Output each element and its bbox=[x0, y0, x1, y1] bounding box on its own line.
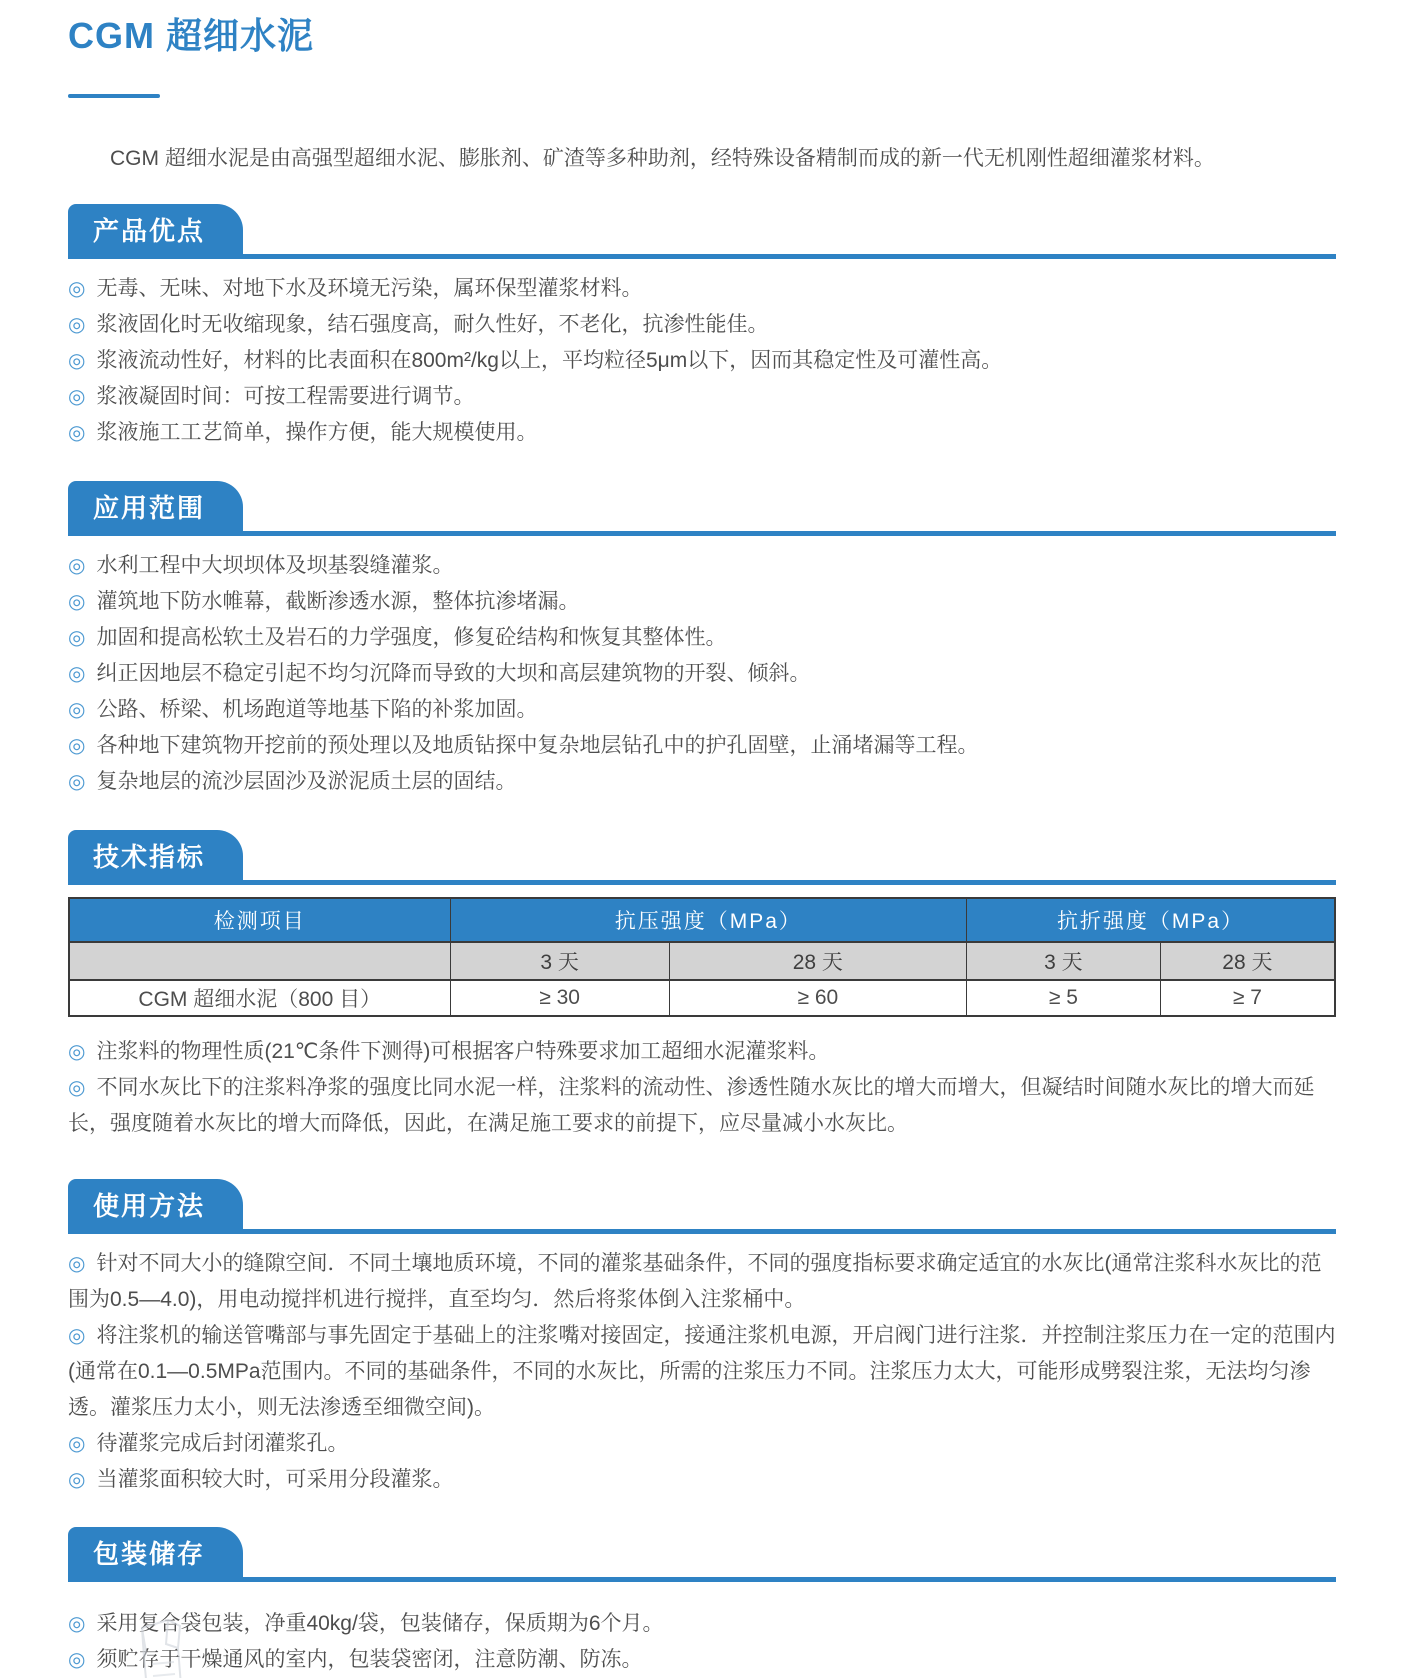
value-cell: ≥ 30 bbox=[450, 980, 669, 1016]
title-underline bbox=[68, 94, 160, 98]
ring-bullet-icon: ◎ bbox=[68, 699, 86, 721]
ring-bullet-icon: ◎ bbox=[68, 591, 86, 613]
spec-table bbox=[68, 897, 1336, 1017]
list-item bbox=[68, 620, 1336, 656]
list-item-text: 注浆料的物理性质(21℃条件下测得)可根据客户特殊要求加工超细水泥灌浆料。 bbox=[96, 1040, 830, 1063]
list-item-text: 公路、桥梁、机场跑道等地基下陷的补浆加固。 bbox=[96, 698, 538, 721]
col-header-item: 检测项目 bbox=[69, 898, 450, 942]
table-header-row bbox=[69, 898, 1335, 942]
section-header-specs bbox=[68, 830, 1336, 885]
section-title-badge: 使用方法 bbox=[68, 1179, 243, 1229]
list-item bbox=[68, 764, 1336, 800]
ring-bullet-icon: ◎ bbox=[68, 627, 86, 649]
section-header-advantages bbox=[68, 204, 1336, 259]
ring-bullet-icon: ◎ bbox=[68, 278, 86, 300]
ring-bullet-icon: ◎ bbox=[68, 1253, 86, 1275]
section-applications bbox=[68, 481, 1336, 800]
advantages-list bbox=[68, 271, 1336, 451]
subheader-cell: 3 天 bbox=[967, 942, 1161, 980]
list-item-text: 灌筑地下防水帷幕，截断渗透水源，整体抗渗堵漏。 bbox=[96, 590, 580, 613]
ring-bullet-icon: ◎ bbox=[68, 1433, 86, 1455]
subheader-cell: 3 天 bbox=[450, 942, 669, 980]
ring-bullet-icon: ◎ bbox=[68, 1649, 86, 1671]
ring-bullet-icon: ◎ bbox=[68, 350, 86, 372]
list-item-text: 针对不同大小的缝隙空间．不同土壤地质环境，不同的灌浆基础条件，不同的强度指标要求确定适宜的水灰比(通常注浆科水灰比的范围为0.5—4.0)，用电动搅拌机进行搅拌，直至均匀．然后将浆体倒入注浆桶中。 bbox=[68, 1252, 1322, 1311]
section-header-usage bbox=[68, 1179, 1336, 1234]
list-item bbox=[68, 307, 1336, 343]
usage-list bbox=[68, 1246, 1336, 1498]
section-title-badge: 技术指标 bbox=[68, 830, 243, 880]
list-item-text: 浆液固化时无收缩现象，结石强度高，耐久性好，不老化，抗渗性能佳。 bbox=[96, 313, 769, 336]
list-item bbox=[68, 1642, 1336, 1678]
list-item-text: 须贮存于干燥通风的室内，包装袋密闭，注意防潮、防冻。 bbox=[96, 1648, 643, 1671]
ring-bullet-icon: ◎ bbox=[68, 663, 86, 685]
value-cell: ≥ 60 bbox=[669, 980, 967, 1016]
list-item bbox=[68, 1318, 1336, 1426]
subheader-empty-cell bbox=[69, 942, 450, 980]
ring-bullet-icon: ◎ bbox=[68, 1613, 86, 1635]
list-item bbox=[68, 584, 1336, 620]
table-row bbox=[69, 980, 1335, 1016]
table-subheader-row bbox=[69, 942, 1335, 980]
list-item-text: 待灌浆完成后封闭灌浆孔。 bbox=[96, 1432, 349, 1455]
product-name-cell: CGM 超细水泥（800 目） bbox=[69, 980, 450, 1016]
list-item bbox=[68, 379, 1336, 415]
subheader-cell: 28 天 bbox=[1160, 942, 1335, 980]
list-item-text: 不同水灰比下的注浆料净浆的强度比同水泥一样，注浆料的流动性、渗透性随水灰比的增大而增大，但凝结时间随水灰比的增大而延长，强度随着水灰比的增大而降低，因此，在满足施工要求的前提下，应尽量减小水灰比。 bbox=[68, 1076, 1315, 1135]
page-title: CGM 超细水泥 bbox=[68, 15, 314, 56]
ring-bullet-icon: ◎ bbox=[68, 1469, 86, 1491]
applications-list bbox=[68, 548, 1336, 800]
list-item bbox=[68, 1034, 1336, 1070]
list-item-text: 当灌浆面积较大时，可采用分段灌浆。 bbox=[96, 1468, 454, 1491]
list-item bbox=[68, 656, 1336, 692]
list-item-text: 纠正因地层不稳定引起不均匀沉降而导致的大坝和高层建筑物的开裂、倾斜。 bbox=[96, 662, 811, 685]
list-item bbox=[68, 343, 1336, 379]
section-title-badge: 包装储存 bbox=[68, 1527, 243, 1577]
ring-bullet-icon: ◎ bbox=[68, 386, 86, 408]
spec-notes-list bbox=[68, 1034, 1336, 1142]
col-header-flexural: 抗折强度（MPa） bbox=[967, 898, 1335, 942]
list-item-text: 采用复合袋包装，净重40kg/袋，包装储存，保质期为6个月。 bbox=[96, 1612, 664, 1635]
intro-paragraph: CGM 超细水泥是由高强型超细水泥、膨胀剂、矿渣等多种助剂，经特殊设备精制而成的新一代无机刚性超细灌浆材料。 bbox=[110, 147, 1215, 170]
list-item bbox=[68, 692, 1336, 728]
storage-list bbox=[68, 1606, 1336, 1678]
ring-bullet-icon: ◎ bbox=[68, 1077, 86, 1099]
list-item bbox=[68, 1606, 1336, 1642]
list-item-text: 浆液凝固时间：可按工程需要进行调节。 bbox=[96, 385, 475, 408]
list-item bbox=[68, 728, 1336, 764]
list-item-text: 复杂地层的流沙层固沙及淤泥质土层的固结。 bbox=[96, 770, 517, 793]
section-storage bbox=[68, 1527, 1336, 1678]
value-cell: ≥ 7 bbox=[1160, 980, 1335, 1016]
section-title-badge: 应用范围 bbox=[68, 481, 243, 531]
list-item bbox=[68, 1462, 1336, 1498]
list-item-text: 加固和提高松软土及岩石的力学强度，修复砼结构和恢复其整体性。 bbox=[96, 626, 727, 649]
ring-bullet-icon: ◎ bbox=[68, 771, 86, 793]
list-item-text: 将注浆机的输送管嘴部与事先固定于基础上的注浆嘴对接固定，接通注浆机电源，开启阀门进行注浆．并控制注浆压力在一定的范围内(通常在0.1—0.5MPa范围内。不同的基础条件，不同的水灰比，所需的注浆压力不同。注浆压力太大，可能形成劈裂注浆，无法均匀渗透。灌浆压力太小，则无法渗透至细微空间)。 bbox=[68, 1324, 1336, 1419]
section-header-storage bbox=[68, 1527, 1336, 1582]
list-item bbox=[68, 1070, 1336, 1142]
ring-bullet-icon: ◎ bbox=[68, 314, 86, 336]
list-item bbox=[68, 415, 1336, 451]
section-advantages bbox=[68, 204, 1336, 451]
section-header-applications bbox=[68, 481, 1336, 536]
subheader-cell: 28 天 bbox=[669, 942, 967, 980]
page-header bbox=[68, 14, 1336, 174]
list-item bbox=[68, 1426, 1336, 1462]
section-specs bbox=[68, 830, 1336, 1142]
list-item-text: 浆液施工工艺简单，操作方便，能大规模使用。 bbox=[96, 421, 538, 444]
col-header-compressive: 抗压强度（MPa） bbox=[450, 898, 967, 942]
list-item-text: 各种地下建筑物开挖前的预处理以及地质钻探中复杂地层钻孔中的护孔固壁，止涌堵漏等工程。 bbox=[96, 734, 979, 757]
section-title-badge: 产品优点 bbox=[68, 204, 243, 254]
section-usage bbox=[68, 1179, 1336, 1498]
list-item bbox=[68, 271, 1336, 307]
list-item-text: 无毒、无味、对地下水及环境无污染，属环保型灌浆材料。 bbox=[96, 277, 643, 300]
ring-bullet-icon: ◎ bbox=[68, 735, 86, 757]
list-item bbox=[68, 1246, 1336, 1318]
value-cell: ≥ 5 bbox=[967, 980, 1161, 1016]
list-item bbox=[68, 548, 1336, 584]
ring-bullet-icon: ◎ bbox=[68, 1041, 86, 1063]
ring-bullet-icon: ◎ bbox=[68, 1325, 86, 1347]
ring-bullet-icon: ◎ bbox=[68, 555, 86, 577]
list-item-text: 水利工程中大坝坝体及坝基裂缝灌浆。 bbox=[96, 554, 454, 577]
list-item-text: 浆液流动性好，材料的比表面积在800m²/kg以上，平均粒径5μm以下，因而其稳定性及可灌性高。 bbox=[96, 349, 1003, 372]
ring-bullet-icon: ◎ bbox=[68, 422, 86, 444]
